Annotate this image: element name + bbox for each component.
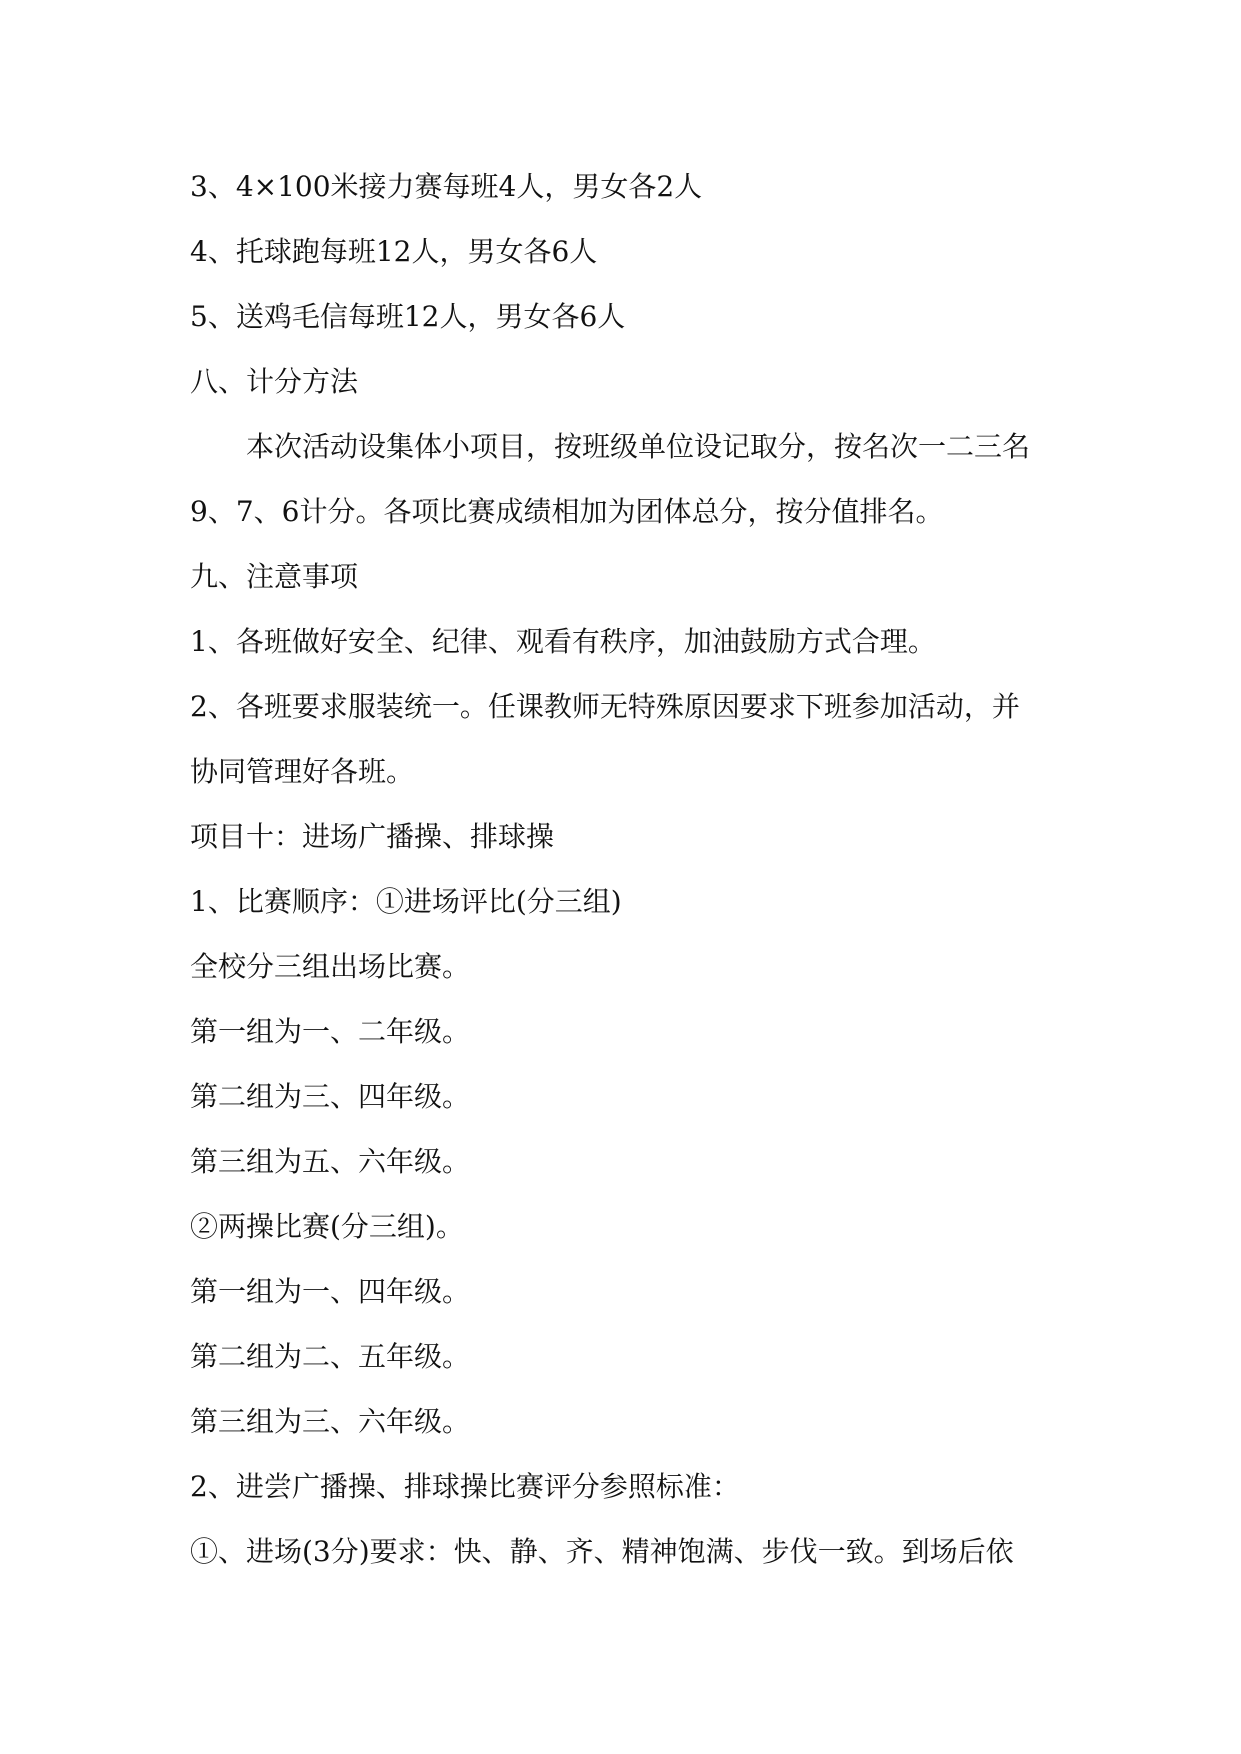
text-line: 1、各班做好安全、纪律、观看有秩序，加油鼓励方式合理。 — [190, 625, 936, 658]
text-line: 九、注意事项 — [190, 560, 359, 593]
text-line: 2、进尝广播操、排球操比赛评分参照标准： — [190, 1470, 740, 1503]
text-line: 第三组为三、六年级。 — [190, 1405, 471, 1438]
text-line: ①、进场(3分)要求：快、静、齐、精神饱满、步伐一致。到场后依 — [190, 1535, 1014, 1568]
text-line: 全校分三组出场比赛。 — [190, 950, 471, 983]
text-line: 9、7、6计分。各项比赛成绩相加为团体总分，按分值排名。 — [190, 495, 944, 528]
text-line: 第一组为一、四年级。 — [190, 1275, 471, 1308]
text-line: 协同管理好各班。 — [190, 755, 415, 788]
text-line: 第三组为五、六年级。 — [190, 1145, 471, 1178]
text-line: 3、4×100米接力赛每班4人，男女各2人 — [190, 170, 703, 203]
text-line: ②两操比赛(分三组)。 — [190, 1210, 464, 1243]
text-line: 第一组为一、二年级。 — [190, 1015, 471, 1048]
text-line: 本次活动设集体小项目，按班级单位设记取分，按名次一二三名 — [246, 430, 1031, 463]
text-line: 2、各班要求服装统一。任课教师无特殊原因要求下班参加活动，并 — [190, 690, 1020, 723]
document-body — [190, 154, 1060, 1584]
text-line: 项目十：进场广播操、排球操 — [190, 820, 555, 853]
text-line: 1、比赛顺序：①进场评比(分三组) — [190, 885, 622, 918]
text-line: 八、计分方法 — [190, 365, 359, 398]
text-line: 4、托球跑每班12人，男女各6人 — [190, 235, 598, 268]
text-line: 5、送鸡毛信每班12人，男女各6人 — [190, 300, 626, 333]
text-line: 第二组为二、五年级。 — [190, 1340, 471, 1373]
text-line: 第二组为三、四年级。 — [190, 1080, 471, 1113]
